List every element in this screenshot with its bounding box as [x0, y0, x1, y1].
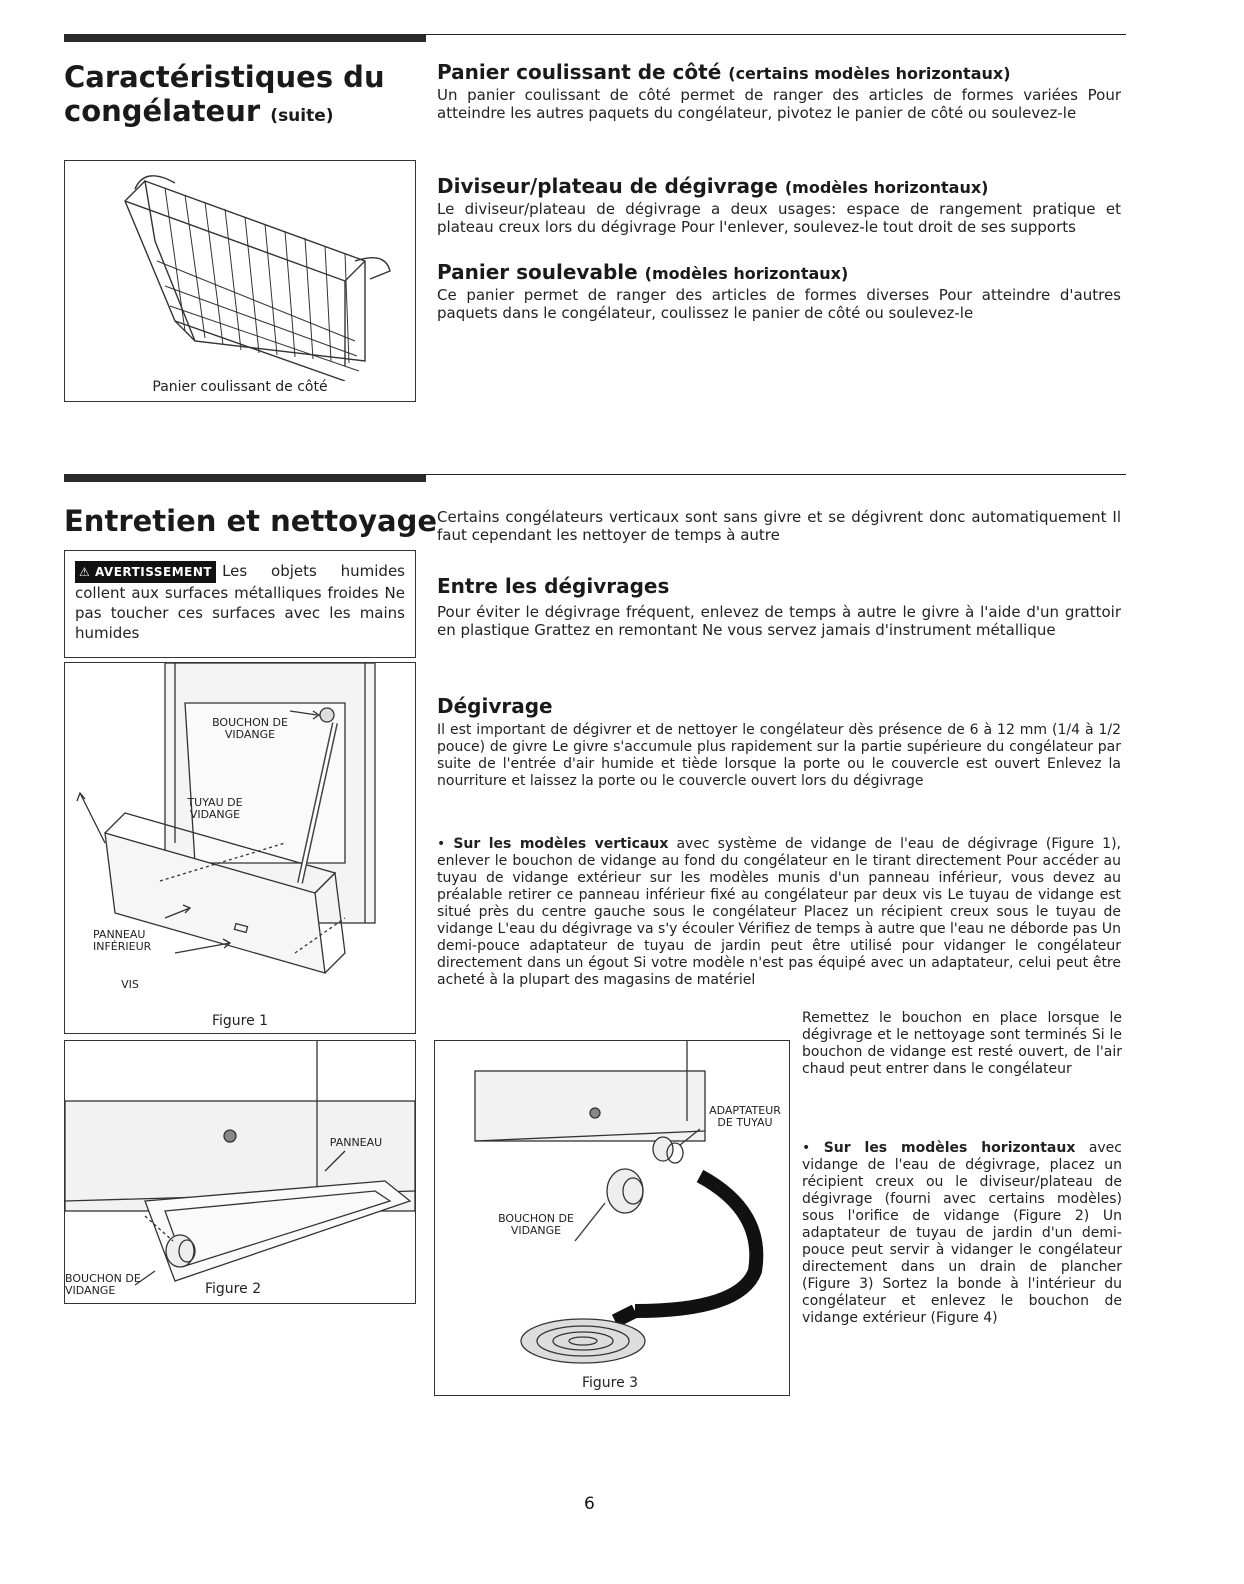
figure1: [64, 662, 416, 1034]
vertical-text-cont: Remettez le bouchon en place lorsque le dégivrage et le nettoyage sont terminés Si le bouchon de vidange est resté ouvert, de l'air chaud peut entrer dans le congélateur: [802, 1010, 1122, 1077]
section2-title: Entretien et nettoyage: [64, 504, 437, 538]
item2-heading: Diviseur/plateau de dégivrage (modèles horizontaux): [437, 174, 989, 198]
between-heading: Entre les dégivrages: [437, 574, 670, 598]
warning-box: [64, 550, 416, 658]
section1-title: Caractéristiques du congélateur (suite): [64, 60, 385, 128]
basket-figure: [64, 160, 416, 402]
fig3-label-plug: BOUCHON DE VIDANGE: [498, 1212, 574, 1237]
fig2-label-panel: PANNEAU: [329, 1136, 383, 1149]
item1-heading: Panier coulissant de côté (certains modèles horizontaux): [437, 60, 1011, 84]
section-rule-top: [426, 34, 1126, 35]
figure3-caption: Figure 3: [581, 1375, 639, 1391]
fig1-label-plug: BOUCHON DE VIDANGE: [212, 716, 288, 741]
intro-text: Certains congélateurs verticaux sont sans givre et se dégivrent donc automatiquement Il faut cependant les nettoyer de temps à autre: [437, 508, 1121, 544]
fig2-label-plug: BOUCHON DE VIDANGE: [65, 1272, 141, 1297]
horizontal-text: avec vidange de l'eau de dégivrage, placez un récipient creux ou le diviseur/plateau de dégivrage (fourni avec certains modèles) sous l'orifice de vidange (Figure 2) Un adaptateur de tuyau de jardin d'un demi-pouce peut servir à vidanger le congélateur directement dans un drain de plancher (Figure 3) Sortez la bonde à l'intérieur du congélateur et enlevez le bouchon de vidange extérieur (Figure 4): [802, 1140, 1122, 1326]
section-bar-2: [64, 474, 426, 482]
vertical-paragraph: • Sur les modèles verticaux avec système de vidange de l'eau de dégivrage (Figure 1), enlever le bouchon de vidange au fond du congélateur en le tirant directement Pour accéder au tuyau de vidange extérieur sur les modèles munis d'un panneau inférieur, vous devez au préalable retirer ce panneau inférieur fixé au congélateur par deux vis Le tuyau de vidange est situé près du centre gauche sous le congélateur Placez un récipient creux sous le tuyau de vidange L'eau du dégivrage va s'y écouler Vérifiez de temps à autre que l'eau ne déborde pas Un demi-pouce adaptateur de tuyau de jardin peut être utilisé pour vidanger le congélateur directement dans un égout Si votre modèle n'est pas équipé avec un adaptateur, celui peut être acheté à la plupart des magasins de matériel: [437, 836, 1121, 988]
fig1-label-screws: VIS: [121, 978, 139, 991]
item2-text: Le diviseur/plateau de dégivrage a deux usages: espace de rangement pratique et plateau creux lors du dégivrage Pour l'enlever, soulevez-le tout droit de ses supports: [437, 200, 1121, 236]
section-bar-top: [64, 34, 426, 42]
vertical-bold: Sur les modèles verticaux: [453, 836, 669, 852]
figure2-illustration: [65, 1041, 415, 1303]
item3-heading: Panier soulevable (modèles horizontaux): [437, 260, 849, 284]
fig1-label-panel: PANNEAU INFÉRIEUR: [93, 928, 152, 953]
warning-text: Les objets humides collent aux surfaces métalliques froides Ne pas toucher ces surfaces avec les mains humides: [75, 562, 405, 642]
warning-text-wrap: [75, 561, 405, 643]
item3-text: Ce panier permet de ranger des articles de formes diverses Pour atteindre d'autres paquets dans le congélateur, coulissez le panier de côté ou soulevez-le: [437, 286, 1121, 322]
defrost-heading: Dégivrage: [437, 694, 553, 718]
figure1-caption: Figure 1: [211, 1013, 269, 1029]
figure3: [434, 1040, 790, 1396]
figure3-illustration: [435, 1041, 789, 1371]
horizontal-paragraph: • Sur les modèles horizontaux avec vidange de l'eau de dégivrage, placez un récipient creux ou le diviseur/plateau de dégivrage (fourni avec certains modèles) sous l'orifice de vidange (Figure 2) Un adaptateur de tuyau de jardin d'un demi-pouce peut servir à vidanger le congélateur directement dans un drain de plancher (Figure 3) Sortez la bonde à l'intérieur du congélateur et enlevez le bouchon de vidange extérieur (Figure 4): [802, 1140, 1122, 1326]
item1-text: Un panier coulissant de côté permet de ranger des articles de formes variées Pour atteindre les autres paquets du congélateur, pivotez le panier de côté ou soulevez-le: [437, 86, 1121, 122]
fig1-label-hose: TUYAU DE VIDANGE: [187, 796, 243, 821]
figure2-caption: Figure 2: [205, 1281, 262, 1297]
between-text: Pour éviter le dégivrage fréquent, enlevez de temps à autre le givre à l'aide d'un grattoir en plastique Grattez en remontant Ne vous servez jamais d'instrument métallique: [437, 603, 1121, 639]
figure2: [64, 1040, 416, 1304]
page-number: 6: [584, 1494, 595, 1514]
vertical-text: avec système de vidange de l'eau de dégivrage (Figure 1), enlever le bouchon de vidange au fond du congélateur en le tirant directement Pour accéder au tuyau de vidange extérieur sur les modèles munis d'un panneau inférieur, vous devez au préalable retirer ce panneau inférieur fixé au congélateur par deux vis Le tuyau de vidange est situé près du centre gauche sous le congélateur Placez un récipient creux sous le tuyau de vidange L'eau du dégivrage va s'y écouler Vérifiez de temps à autre que l'eau ne déborde pas Un demi-pouce adaptateur de tuyau de jardin peut être utilisé pour vidanger le congélateur directement dans un égout Si votre modèle n'est pas équipé avec un adaptateur, celui peut être acheté à la plupart des magasins de matériel: [437, 836, 1121, 988]
basket-caption: Panier coulissant de côté: [152, 379, 328, 395]
horizontal-bold: Sur les modèles horizontaux: [823, 1140, 1076, 1156]
defrost-text: Il est important de dégivrer et de nettoyer le congélateur dès présence de 6 à 12 mm (1/4 à 1/2 pouce) de givre Le givre s'accumule plus rapidement sur la partie supérieure du congélateur par suite de l'entrée d'air humide et tiède lorsque la porte ou le couvercle est ouvert Enlevez la nourriture et laissez la porte ou le couvercle ouvert lors du dégivrage: [437, 722, 1121, 789]
warning-badge: ⚠ AVERTISSEMENT: [75, 561, 216, 583]
fig3-label-adapter: ADAPTATEUR DE TUYAU: [709, 1104, 781, 1129]
section-rule-2: [426, 474, 1126, 475]
basket-illustration: [65, 161, 415, 381]
